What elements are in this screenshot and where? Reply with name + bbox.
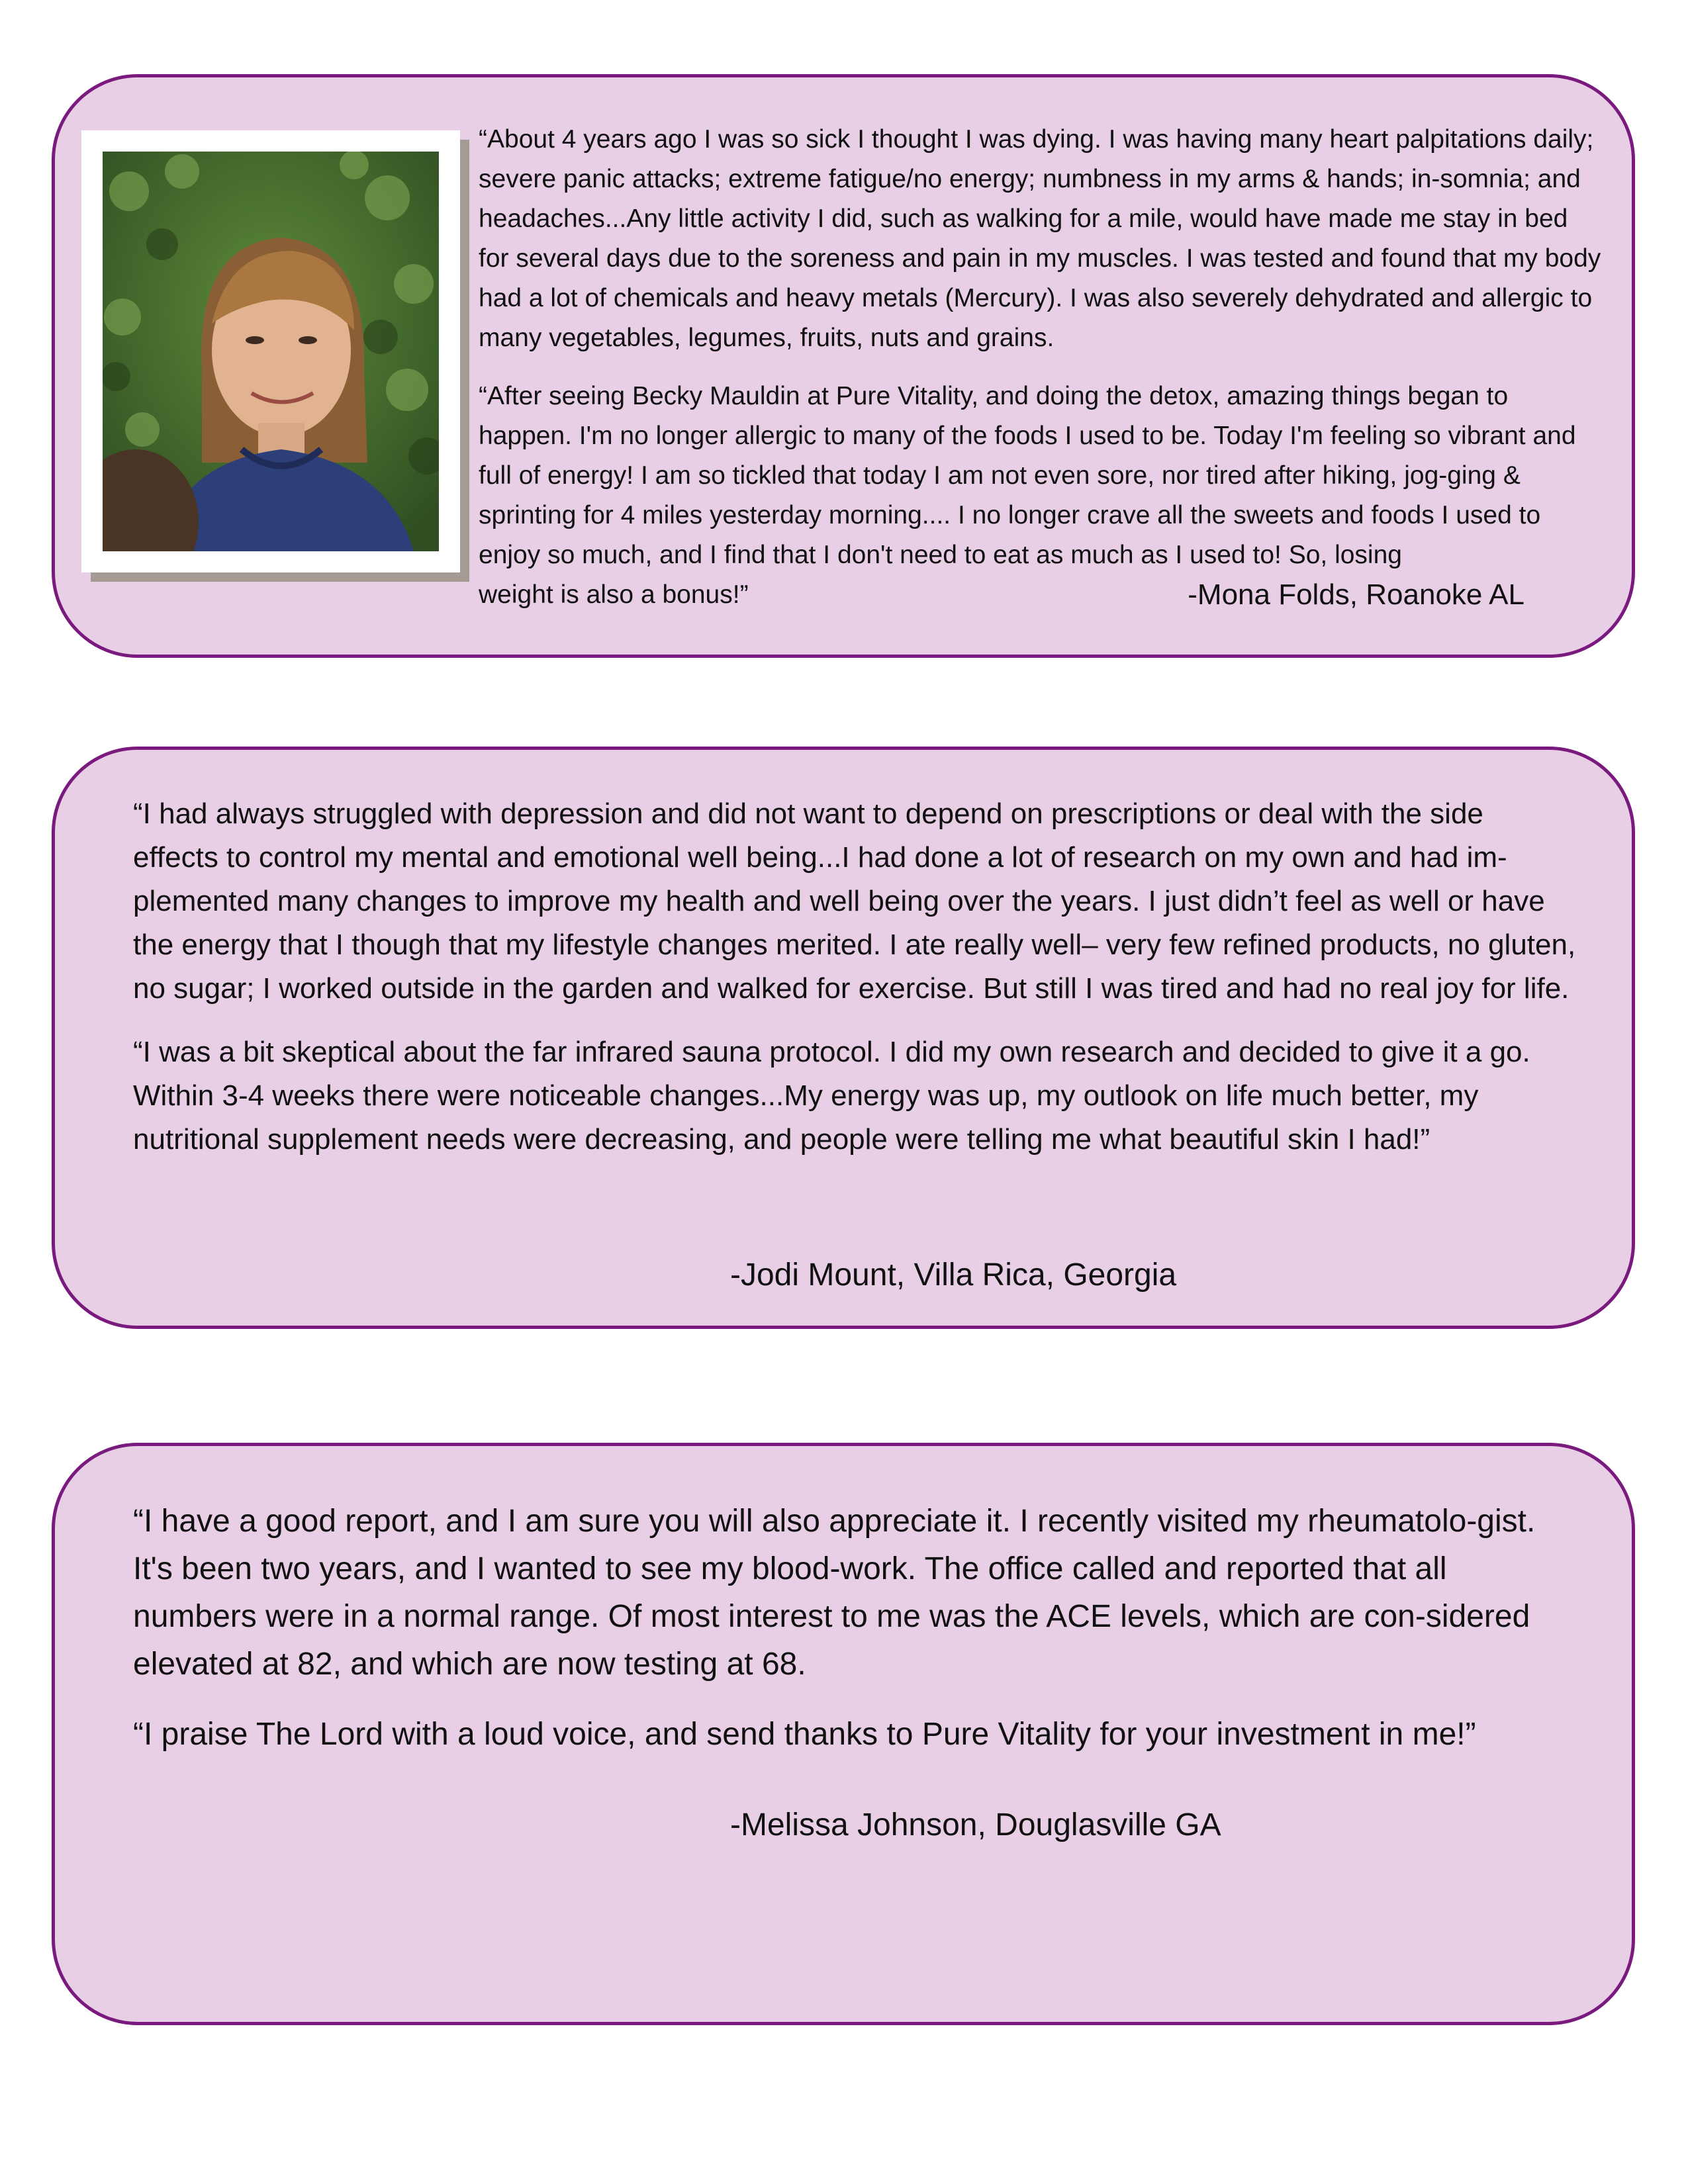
testimonial-paragraph: “I was a bit skeptical about the far infrared sauna protocol. I did my own research and decided to give it a go. Within 3-4 weeks there were noticeable changes...My energy was up, my outlook on life much better, my nutritional supplement needs were decreasing, and people were telling me what beautiful skin I had!” [133, 1036, 1530, 1156]
testimonial-signature: -Mona Folds, Roanoke AL [1188, 578, 1524, 611]
testimonial-card-melissa [52, 1443, 1635, 2025]
portrait-image [103, 152, 439, 551]
testimonial-paragraph: “After seeing Becky Mauldin at Pure Vitality, and doing the detox, amazing things began to happen. I'm no longer allergic to many of the foods I used to be. Today I'm feeling so vibrant and full of energy! I am so tickled that today I am not even sore, nor tired after hiking, jog-ging & sprinting for 4 miles yesterday morning.... I no longer crave all the sweets and foods I used to enjoy so much, and I find that I don't need to eat as much as I used to! So, losing [479, 382, 1576, 569]
testimonial-paragraph: “I had always struggled with depression and did not want to depend on prescriptions or deal with the side effects to control my mental and emotional well being...I had done a lot of research on my own and had im-plemented many changes to improve my health and well being over the years. I just didn’t feel as well or have the energy that I though that my lifestyle changes merited. I ate really well– very few refined products, no gluten, no sugar; I worked outside in the garden and walked for exercise. But still I was tired and had no real joy for life. [133, 797, 1576, 1005]
testimonial-text [133, 1498, 1576, 1758]
testimonial-paragraph: “About 4 years ago I was so sick I thought I was dying. I was having many heart palpitations daily; severe panic attacks; extreme fatigue/no energy; numbness in my arms & hands; in-somnia; and headaches...Any little activity I did, such as walking for a mile, would have made me stay in bed for several days due to the soreness and pain in my muscles. I was tested and found that my body had a lot of chemicals and heavy metals (Mercury). I was also severely dehydrated and allergic to many vegetables, legumes, fruits, nuts and grains. [479, 125, 1601, 352]
testimonial-signature: -Jodi Mount, Villa Rica, Georgia [730, 1257, 1177, 1293]
testimonial-card-jodi [52, 747, 1635, 1329]
testimonial-photo-frame [81, 130, 460, 572]
testimonial-signature: -Melissa Johnson, Douglasville GA [730, 1807, 1221, 1843]
testimonial-text [479, 120, 1604, 615]
testimonial-paragraph: “I have a good report, and I am sure you will also appreciate it. I recently visited my rheumatolo-gist. It's been two years, and I wanted to see my blood-work. The office called and reported that all numbers were in a normal range. Of most interest to me was the ACE levels, which are con-sidered elevated at 82, and which are now testing at 68. [133, 1504, 1536, 1682]
portrait-photo [103, 152, 439, 551]
testimonial-card-mona [52, 74, 1635, 658]
testimonial-paragraph: “I praise The Lord with a loud voice, and send thanks to Pure Vitality for your investment in me!” [133, 1717, 1476, 1752]
testimonial-last-line: weight is also a bonus!” [479, 580, 749, 609]
testimonial-closing-line [479, 575, 1604, 615]
testimonial-text [133, 792, 1576, 1161]
